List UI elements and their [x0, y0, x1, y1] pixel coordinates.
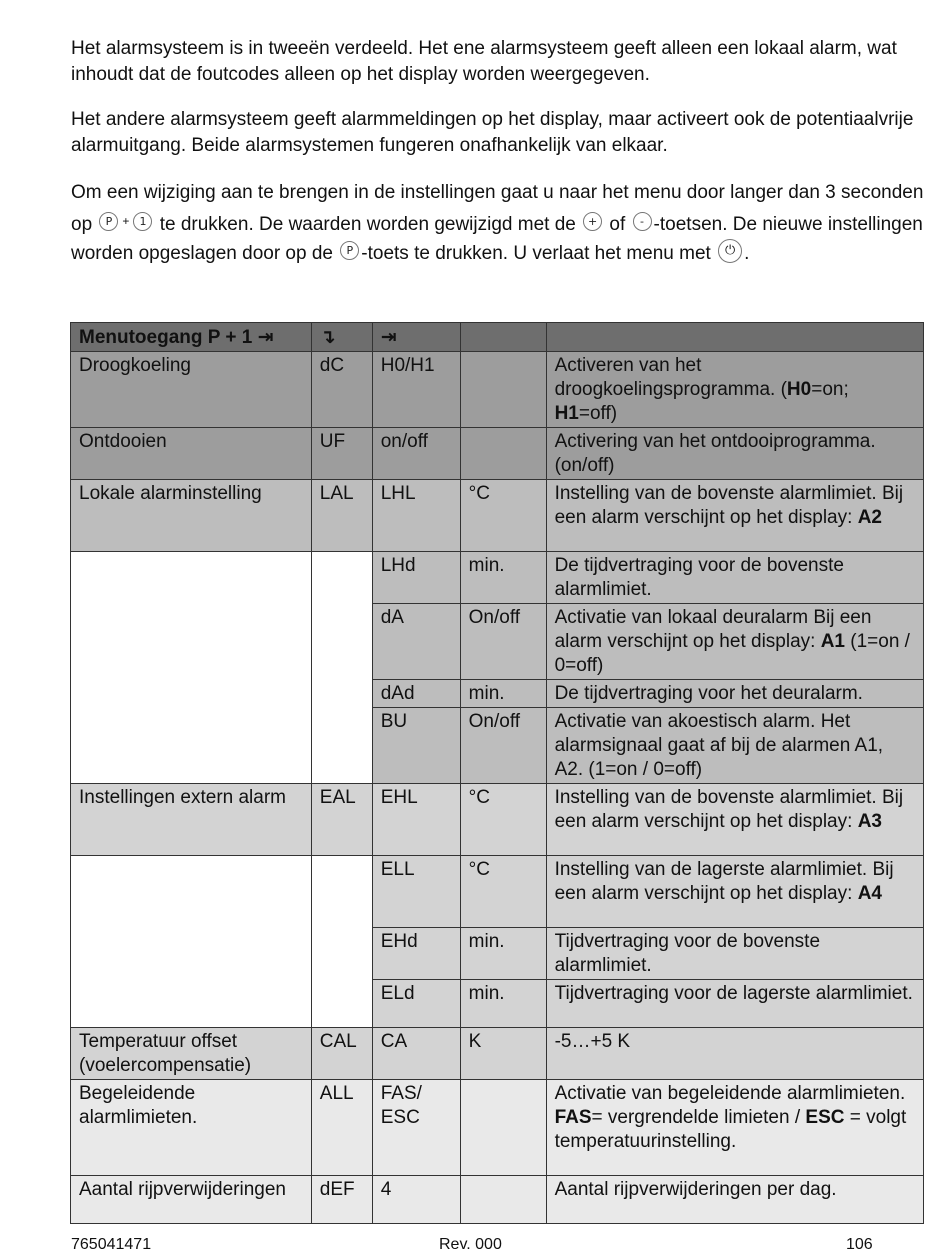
table-row: Instellingen extern alarm EAL EHL °C Instelling van de bovenste alarmlimiet. Bij een alarm verschijnt op het display: A3 [71, 784, 924, 856]
table-row: ELd min. Tijdvertraging voor de lagerste alarmlimiet. [71, 980, 924, 1028]
paragraph-2: Het andere alarmsysteem geeft alarmmeldingen op het display, maar activeert ook de potentiaalvrije alarmuitgang. Beide alarmsystemen fungeren onafhankelijk van elkaar. [71, 109, 914, 156]
table-row: LHd min. De tijdvertraging voor de bovenste alarmlimiet. [71, 552, 924, 604]
plus-key-icon: + [583, 212, 602, 231]
footer-page-number: 106 [846, 1236, 873, 1253]
table-row: Ontdooien UF on/off Activering van het ontdooiprogramma. (on/off) [71, 428, 924, 480]
table-header [71, 323, 924, 352]
p-key-icon: P [99, 212, 118, 231]
minus-key-icon: - [633, 212, 652, 231]
menu-settings-table [70, 322, 924, 1224]
table-row: Aantal rijpverwijderingen dEF 4 Aantal rijpverwijderingen per dag. [71, 1176, 924, 1224]
table-row: dA On/off Activatie van lokaal deuralarm Bij een alarm verschijnt op het display: A1 (1=on / 0=off) [71, 604, 924, 680]
document-body [71, 36, 931, 287]
table-row: Droogkoeling dC H0/H1 Activeren van het droogkoelingsprogramma. (H0=on; H1=off) [71, 352, 924, 428]
paragraph-1: Het alarmsysteem is in tweeën verdeeld. Het ene alarmsysteem geeft alleen een lokaal alarm, wat inhoudt dat de foutcodes alleen op het display worden weergegeven. [71, 38, 897, 85]
header-empty [546, 323, 923, 352]
table-row: Lokale alarminstelling LAL LHL °C Instelling van de bovenste alarmlimiet. Bij een alarm verschijnt op het display: A2 [71, 480, 924, 552]
table-row: BU On/off Activatie van akoestisch alarm. Het alarmsignaal gaat af bij de alarmen A1, A2. (1=on / 0=off) [71, 708, 924, 784]
footer-document-number: 765041471 [71, 1236, 152, 1253]
table-row: Temperatuur offset (voelercompensatie) CAL CA K -5…+5 K [71, 1028, 924, 1080]
header-empty [460, 323, 546, 352]
paragraph-3: Om een wijziging aan te brengen in de instellingen gaat u naar het menu door langer dan 3 seconden op P + 1 te drukken. De waarden worden gewijzigd met de + of - -toetsen. De nieuwe instellingen worden opgeslagen door op de P -toets te drukken. U verlaat het menu met ⏻ . [71, 182, 924, 264]
one-key-icon: 1 [133, 212, 152, 231]
header-menu-access: Menutoegang P + 1 ⇥ [71, 323, 312, 352]
footer-revision: Rev. 000 [439, 1236, 502, 1253]
header-enter-icon: ↴ [311, 323, 372, 352]
header-tab-icon: ⇥ [372, 323, 460, 352]
power-key-icon: ⏻ [718, 239, 742, 263]
p-key-icon: P [340, 241, 359, 260]
table-row: Begeleidende alarmlimieten. ALL FAS/ ESC Activatie van begeleidende alarmlimieten. FAS= vergrendelde limieten / ESC = volgt temperatuurinstelling. [71, 1080, 924, 1176]
table-row: ELL °C Instelling van de lagerste alarmlimiet. Bij een alarm verschijnt op het display: A4 [71, 856, 924, 928]
table-row: EHd min. Tijdvertraging voor de bovenste alarmlimiet. [71, 928, 924, 980]
table-row: dAd min. De tijdvertraging voor het deuralarm. [71, 680, 924, 708]
